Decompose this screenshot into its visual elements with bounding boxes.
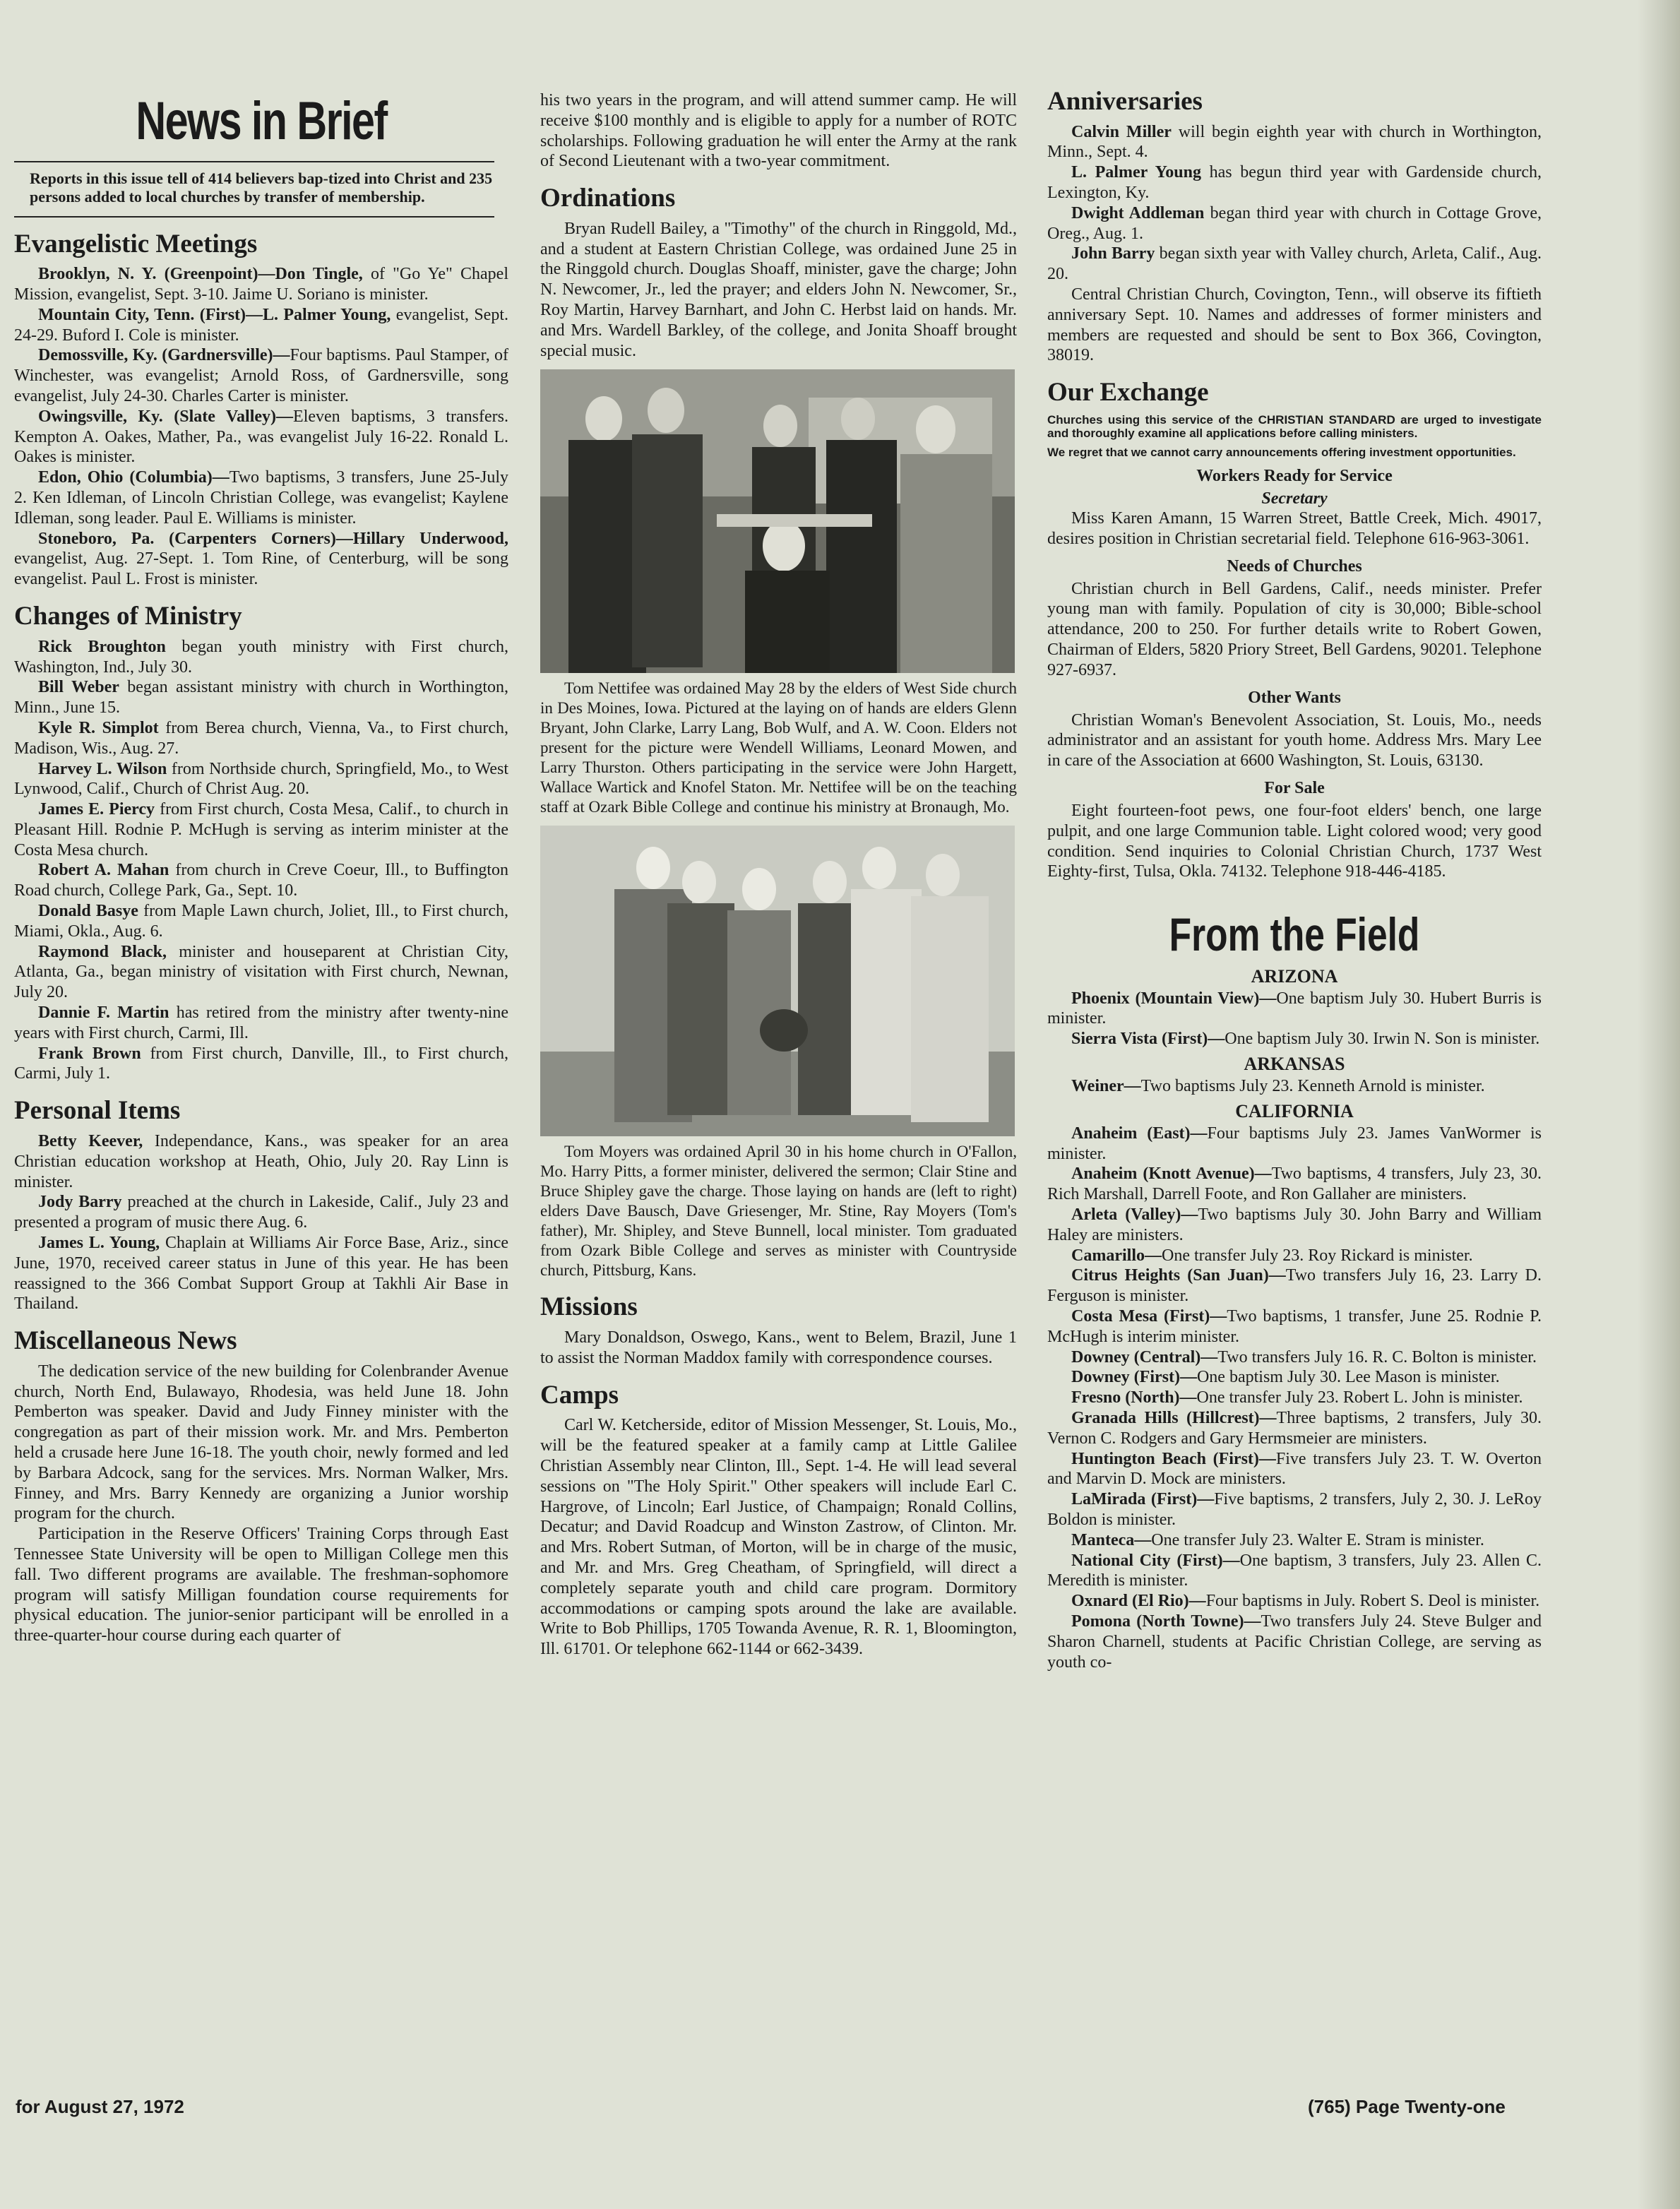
subheading: Other Wants: [1248, 688, 1341, 707]
section-heading-personal: Personal Items: [14, 1096, 181, 1126]
list-item: Dwight Addleman began third year with church in Cottage Grove, Oreg., Aug. 1.: [1047, 203, 1542, 243]
divider: [14, 216, 494, 218]
paragraph: Mary Donaldson, Oswego, Kans., went to Belem, Brazil, June 1 to assist the Norman Maddox family with correspondence courses.: [540, 1328, 1017, 1367]
list-item: Anaheim (East)—Four baptisms July 23. James VanWormer is minister.: [1047, 1124, 1542, 1163]
exchange-notice: Churches using this service of the CHRISTIAN STANDARD are urged to investigate and thoroughly examine all applications before calling ministers.: [1047, 412, 1542, 440]
list-item: Citrus Heights (San Juan)—Two transfers July 16, 23. Larry D. Ferguson is minister.: [1047, 1266, 1542, 1306]
exchange-notice: We regret that we cannot carry announcements offering investment opportunities.: [1047, 445, 1516, 459]
section-heading-changes: Changes of Ministry: [14, 602, 242, 631]
list-item: John Barry began sixth year with Valley church, Arleta, Calif., Aug. 20.: [1047, 244, 1542, 284]
intro-summary: Reports in this issue tell of 414 believers bap-tized into Christ and 235 persons added to local churches by transfer of membership.: [30, 169, 493, 206]
list-item: LaMirada (First)—Five baptisms, 2 transfers, July 2, 30. J. LeRoy Boldon is minister.: [1047, 1490, 1542, 1530]
footer-page-number: (765) Page Twenty-one: [1308, 2096, 1506, 2117]
list-item: Manteca—One transfer July 23. Walter E. Stram is minister.: [1071, 1530, 1484, 1549]
photo-ordination-moyers: [540, 826, 1015, 1136]
column-right: [1047, 85, 1542, 1672]
list-item: Edon, Ohio (Columbia)—Two baptisms, 3 transfers, June 25-July 2. Ken Idleman, of Lincoln Christian College, was evangelist; Kaylene Idleman, song leader. Paul E. Williams is minister.: [14, 468, 508, 528]
list-item: Mountain City, Tenn. (First)—L. Palmer Young, evangelist, Sept. 24-29. Buford I. Cole is minister.: [14, 305, 509, 345]
list-item: Owingsville, Ky. (Slate Valley)—Eleven baptisms, 3 transfers. Kempton A. Oakes, Mather, Pa., was evangelist July 16-22. Ronald L. Oakes is minister.: [14, 407, 508, 467]
photo-image: [540, 369, 1015, 673]
list-item: Costa Mesa (First)—Two baptisms, 1 transfer, June 25. Rodnie P. McHugh is interim minister.: [1047, 1307, 1542, 1346]
section-title-field: From the Field: [1169, 908, 1420, 961]
paragraph: Eight fourteen-foot pews, one four-foot elders' bench, one large pulpit, and one large Communion table. Light colored wood; very good condition. Send inquiries to Colonial Christian Church, 1737 West Eighty-first, Tulsa, Okla. 74132. Telephone 918-446-4185.: [1047, 801, 1542, 881]
subheading: For Sale: [1264, 778, 1325, 797]
list-item: Brooklyn, N. Y. (Greenpoint)—Don Tingle, of "Go Ye" Chapel Mission, evangelist, Sept. 3-10. Jaime U. Soriano is minister.: [14, 265, 508, 304]
list-item: Anaheim (Knott Avenue)—Two baptisms, 4 transfers, July 23, 30. Rich Marshall, Darrell Foote, and Ron Gallaher are ministers.: [1047, 1165, 1542, 1204]
list-item: Bill Weber began assistant ministry with church in Worthington, Minn., June 15.: [14, 678, 508, 718]
list-item: James E. Piercy from First church, Costa Mesa, Calif., to church in Pleasant Hill. Rodnie P. McHugh is serving as interim minister at the Costa Mesa church.: [14, 800, 508, 859]
list-item: Demossville, Ky. (Gardnersville)—Four baptisms. Paul Stamper, of Winchester, was evangelist; Arnold Ross, of Gardnersville, song evangelist, July 24-30. Charles Carter is minister.: [14, 346, 508, 406]
photo-image: [540, 826, 1015, 1136]
list-item: L. Palmer Young has begun third year with Gardenside church, Lexington, Ky.: [1047, 163, 1542, 203]
list-item: Harvey L. Wilson from Northside church, Springfield, Mo., to West Lynwood, Calif., Church of Christ Aug. 20.: [14, 759, 509, 799]
photo-caption: Tom Nettifee was ordained May 28 by the elders of West Side church in Des Moines, Iowa. Pictured at the laying on of hands are elders Glenn Bryant, John Clarke, Larry Lang, Bob Wulf, and A. W. Coon. Elders not present for the picture were Wendell Williams, Leonard Mowen, and Larry Thurston. Others participating in the service were John Hargett, Wallace Wartick and Knofel Staton. Mr. Nettifee will be on the teaching staff at Ozark Bible College and continue his ministry at Bronaugh, Mo.: [540, 679, 1017, 816]
section-heading-misc: Miscellaneous News: [14, 1326, 237, 1356]
list-item: Donald Basye from Maple Lawn church, Joliet, Ill., to First church, Miami, Okla., Aug. 6.: [14, 902, 508, 941]
divider: [14, 161, 494, 162]
section-heading-missions: Missions: [540, 1292, 638, 1322]
list-item: Jody Barry preached at the church in Lakeside, Calif., July 23 and presented a program of music there Aug. 6.: [14, 1193, 508, 1232]
photo-ordination-nettifee: [540, 369, 1015, 673]
list-item: Huntington Beach (First)—Five transfers July 23. T. W. Overton and Marvin D. Mock are ministers.: [1047, 1449, 1542, 1489]
page-title: News in Brief: [136, 91, 387, 151]
list-item: National City (First)—One baptism, 3 transfers, July 23. Allen C. Meredith is minister.: [1047, 1551, 1542, 1590]
subheading: Needs of Churches: [1227, 556, 1362, 576]
paragraph: Christian church in Bell Gardens, Calif., needs minister. Prefer young man with family. Population of city is 30,000; Bible-school attendance, 200 to 250. For further details write to Robert Gowen, Chairman of Elders, 5820 Priory Street, Bell Gardens, 90201. Telephone 927-6937.: [1047, 579, 1542, 679]
paragraph: Bryan Rudell Bailey, a "Timothy" of the church in Ringgold, Md., and a student at Eastern Christian College, was ordained June 25 in the Ringgold church. Douglas Shoaff, minister, gave the charge; John N. Newcomer, Jr., led the prayer; and elders John N. Newcomer, Sr., Roy Martin, Harvey Barnhart, and John C. Herbst laid on hands. Mr. and Mrs. Wardell Barkley, of the college, and Jonita Shoaff brought special music.: [540, 219, 1017, 360]
section-heading-ordinations: Ordinations: [540, 184, 676, 213]
page-gutter-shadow: [1638, 0, 1680, 2209]
list-item: Downey (First)—One baptism July 30. Lee Mason is minister.: [1071, 1368, 1500, 1387]
subheading: Secretary: [1261, 489, 1328, 508]
list-item: Raymond Black, minister and houseparent at Christian City, Atlanta, Ga., began ministry of visitation with First church, Newnan, July 20.: [14, 942, 508, 1002]
state-heading: CALIFORNIA: [1235, 1100, 1354, 1121]
paragraph: Miss Karen Amann, 15 Warren Street, Battle Creek, Mich. 49017, desires position in Christian secretarial field. Telephone 616-963-3061.: [1047, 508, 1542, 548]
list-item: Granada Hills (Hillcrest)—Three baptisms, 2 transfers, July 30. Vernon C. Rodgers and Gary Hermsmeier are ministers.: [1047, 1409, 1542, 1448]
list-item: Pomona (North Towne)—Two transfers July 24. Steve Bulger and Sharon Charnell, students at Pacific Christian College, are serving as youth co-: [1047, 1612, 1542, 1672]
paragraph: his two years in the program, and will attend summer camp. He will receive $100 monthly and is eligible to apply for a number of ROTC scholarships. Following graduation he will enter the Army at the rank of Second Lieutenant with a two-year commitment.: [540, 91, 1017, 171]
list-item: Frank Brown from First church, Danville, Ill., to First church, Carmi, July 1.: [14, 1044, 508, 1083]
list-item: Arleta (Valley)—Two baptisms July 30. John Barry and William Haley are ministers.: [1047, 1205, 1542, 1244]
photo-caption: Tom Moyers was ordained April 30 in his home church in O'Fallon, Mo. Harry Pitts, a former minister, delivered the sermon; Clair Stine and Bruce Shipley gave the charge. Those laying on hands are (left to right) elders Dave Bausch, Dave Griesenger, Mr. Stine, Ray Moyers (Tom's father), Mr. Shipley, and Steve Bunnell, local minister. Tom graduated from Ozark Bible College and serves as minister with Countryside church, Pittsburg, Kans.: [540, 1143, 1017, 1280]
list-item: Calvin Miller will begin eighth year with church in Worthington, Minn., Sept. 4.: [1047, 122, 1542, 162]
list-item: Weiner—Two baptisms July 23. Kenneth Arnold is minister.: [1071, 1077, 1485, 1096]
section-heading-exchange: Our Exchange: [1047, 378, 1209, 407]
list-item: Rick Broughton began youth ministry with First church, Washington, Ind., July 30.: [14, 637, 508, 677]
column-middle: [540, 85, 1017, 1660]
paragraph: Participation in the Reserve Officers' Training Corps through East Tennessee State University will be open to Milligan College men this fall. Two different programs are available. The freshman-sophomore program will satisfy Milligan foundation course requirements for physical education. The junior-senior participant will be enrolled in a three-quarter-hour course during each quarter of: [14, 1525, 508, 1645]
list-item: Betty Keever, Independance, Kans., was speaker for an area Christian education workshop at Heath, Ohio, July 20. Ray Linn is minister.: [14, 1131, 508, 1191]
list-item: Robert A. Mahan from church in Creve Coeur, Ill., to Buffington Road church, College Park, Ga., Sept. 10.: [14, 861, 508, 900]
section-heading-camps: Camps: [540, 1380, 619, 1410]
column-left: [14, 85, 508, 1646]
footer-date: for August 27, 1972: [16, 2096, 184, 2117]
list-item: Sierra Vista (First)—One baptism July 30. Irwin N. Son is minister.: [1071, 1030, 1540, 1049]
paragraph: The dedication service of the new building for Colenbrander Avenue church, North End, Bulawayo, Rhodesia, was held June 18. John Pemberton was speaker. David and Judy Finney minister with the congregation as part of their mission work. Mr. and Mrs. Pemberton held a crusade here June 16-18. The youth choir, newly formed and led by Barbara Adcock, sang for the services. Mrs. Norman Walker, Mrs. Finney, and Mrs. Barry Kennedy are organizing a Junior worship program for the church.: [14, 1362, 508, 1523]
list-item: Phoenix (Mountain View)—One baptism July 30. Hubert Burris is minister.: [1047, 989, 1542, 1028]
list-item: Camarillo—One transfer July 23. Roy Rickard is minister.: [1071, 1246, 1473, 1265]
paragraph: Christian Woman's Benevolent Association, St. Louis, Mo., needs administrator and an assistant for youth home. Address Mrs. Mary Lee in care of the Association at 6600 Washington, St. Louis, 63130.: [1047, 710, 1542, 770]
list-item: Dannie F. Martin has retired from the ministry after twenty-nine years with First church, Carmi, Ill.: [14, 1004, 508, 1042]
list-item: Fresno (North)—One transfer July 23. Robert L. John is minister.: [1071, 1388, 1523, 1407]
subheading: Workers Ready for Service: [1196, 466, 1393, 485]
state-heading: ARKANSAS: [1244, 1054, 1345, 1075]
section-heading-anniversaries: Anniversaries: [1047, 87, 1203, 116]
list-item: Kyle R. Simplot from Berea church, Vienna, Va., to First church, Madison, Wis., Aug. 27.: [14, 718, 508, 758]
list-item: Oxnard (El Rio)—Four baptisms in July. Robert S. Deol is minister.: [1071, 1592, 1540, 1611]
list-item: James L. Young, Chaplain at Williams Air Force Base, Ariz., since June, 1970, received career status in June of this year. He has been reassigned to the 366 Combat Support Group at Takhli Air Base in Thailand.: [14, 1233, 509, 1314]
state-heading: ARIZONA: [1251, 965, 1338, 987]
list-item: Downey (Central)—Two transfers July 16. R. C. Bolton is minister.: [1071, 1347, 1537, 1367]
section-heading-evangelistic: Evangelistic Meetings: [14, 229, 258, 258]
list-item: Central Christian Church, Covington, Tenn., will observe its fiftieth anniversary Sept. 10. Names and addresses of former ministers and members are requested and should be sent to Box 366, Covington, 38019.: [1047, 285, 1542, 365]
paragraph: Carl W. Ketcherside, editor of Mission Messenger, St. Louis, Mo., will be the featured speaker at a family camp at Little Galilee Christian Assembly near Clinton, Ill., Sept. 1-4. He will lead several sessions on "The Holy Spirit." Other speakers will include Earl C. Hargrove, of Lincoln; Earl Justice, of Champaign; Ronald Collins, Decatur; and David Roadcup and Winston Zastrow, of Clinton. Mr. and Mrs. Robert Sutman, of Morton, will be in charge of the music, and Mr. and Mrs. Greg Cheatham, of Springfield, will direct a completely separate youth and child care program. Dormitory accommodations or camping spots around the lake are available. Write to Bob Phillips, 1705 Towanda Avenue, R. R. 1, Bloomington, Ill. 61701. Or telephone 662-1144 or 662-3439.: [540, 1416, 1017, 1659]
list-item: Stoneboro, Pa. (Carpenters Corners)—Hillary Underwood, evangelist, Aug. 27-Sept. 1. Tom Rine, of Centerburg, will be song evangelist. Paul L. Frost is minister.: [14, 529, 508, 589]
